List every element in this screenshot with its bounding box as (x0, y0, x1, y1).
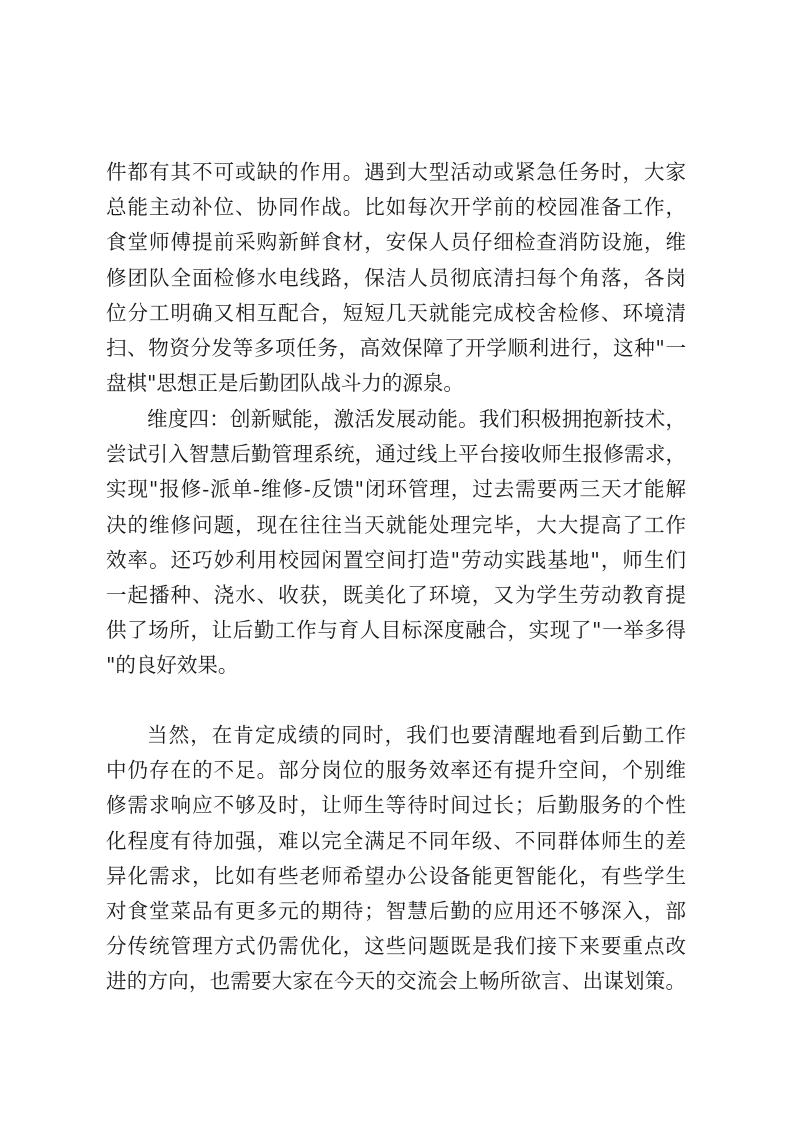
text-line: 当然，在肯定成绩的同时，我们也要清醒地看到后勤工作 (147, 723, 686, 747)
text-line: 实现"报修-派单-维修-反馈"闭环管理，过去需要两三天才能解 (106, 477, 686, 502)
text-line: 盘棋"思想正是后勤团队战斗力的源泉。 (106, 371, 464, 396)
text-line: "的良好效果。 (106, 653, 239, 678)
paragraph-teamwork (106, 155, 686, 401)
text-line: 尝试引入智慧后勤管理系统，通过线上平台接收师生报修需求， (106, 442, 686, 467)
text-line: 维度四：创新赋能，激活发展动能。我们积极拥抱新技术， (147, 407, 686, 431)
text-line: 食堂师傅提前采购新鲜食材，安保人员仔细检查消防设施，维 (106, 230, 686, 255)
text-line: 中仍存在的不足。部分岗位的服务效率还有提升空间，个别维 (106, 758, 686, 783)
text-line: 总能主动补位、协同作战。比如每次开学前的校园准备工作， (106, 195, 686, 220)
paragraph-innovation (106, 402, 686, 684)
text-line: 修需求响应不够及时，让师生等待时间过长；后勤服务的个性 (106, 793, 686, 818)
text-line: 修团队全面检修水电线路，保洁人员彻底清扫每个角落，各岗 (106, 265, 686, 290)
text-line: 扫、物资分发等多项任务，高效保障了开学顺利进行，这种"一 (106, 335, 686, 360)
text-line: 异化需求，比如有些老师希望办公设备能更智能化，有些学生 (106, 863, 686, 888)
text-line: 效率。还巧妙利用校园闲置空间打造"劳动实践基地"，师生们 (106, 547, 686, 572)
text-line: 对食堂菜品有更多元的期待；智慧后勤的应用还不够深入，部 (106, 898, 686, 923)
text-line: 进的方向，也需要大家在今天的交流会上畅所欲言、出谋划策。 (106, 969, 686, 994)
paragraph-shortcomings (106, 718, 686, 1000)
text-line: 位分工明确又相互配合，短短几天就能完成校舍检修、环境清 (106, 300, 686, 325)
text-line: 供了场所，让后勤工作与育人目标深度融合，实现了"一举多得 (106, 618, 686, 643)
text-line: 决的维修问题，现在往往当天就能处理完毕，大大提高了工作 (106, 512, 686, 537)
text-line: 分传统管理方式仍需优化，这些问题既是我们接下来要重点改 (106, 934, 686, 959)
text-line: 化程度有待加强，难以完全满足不同年级、不同群体师生的差 (106, 828, 686, 853)
text-line: 件都有其不可或缺的作用。遇到大型活动或紧急任务时，大家 (106, 160, 686, 184)
text-line: 一起播种、浇水、收获，既美化了环境，又为学生劳动教育提 (106, 582, 686, 607)
